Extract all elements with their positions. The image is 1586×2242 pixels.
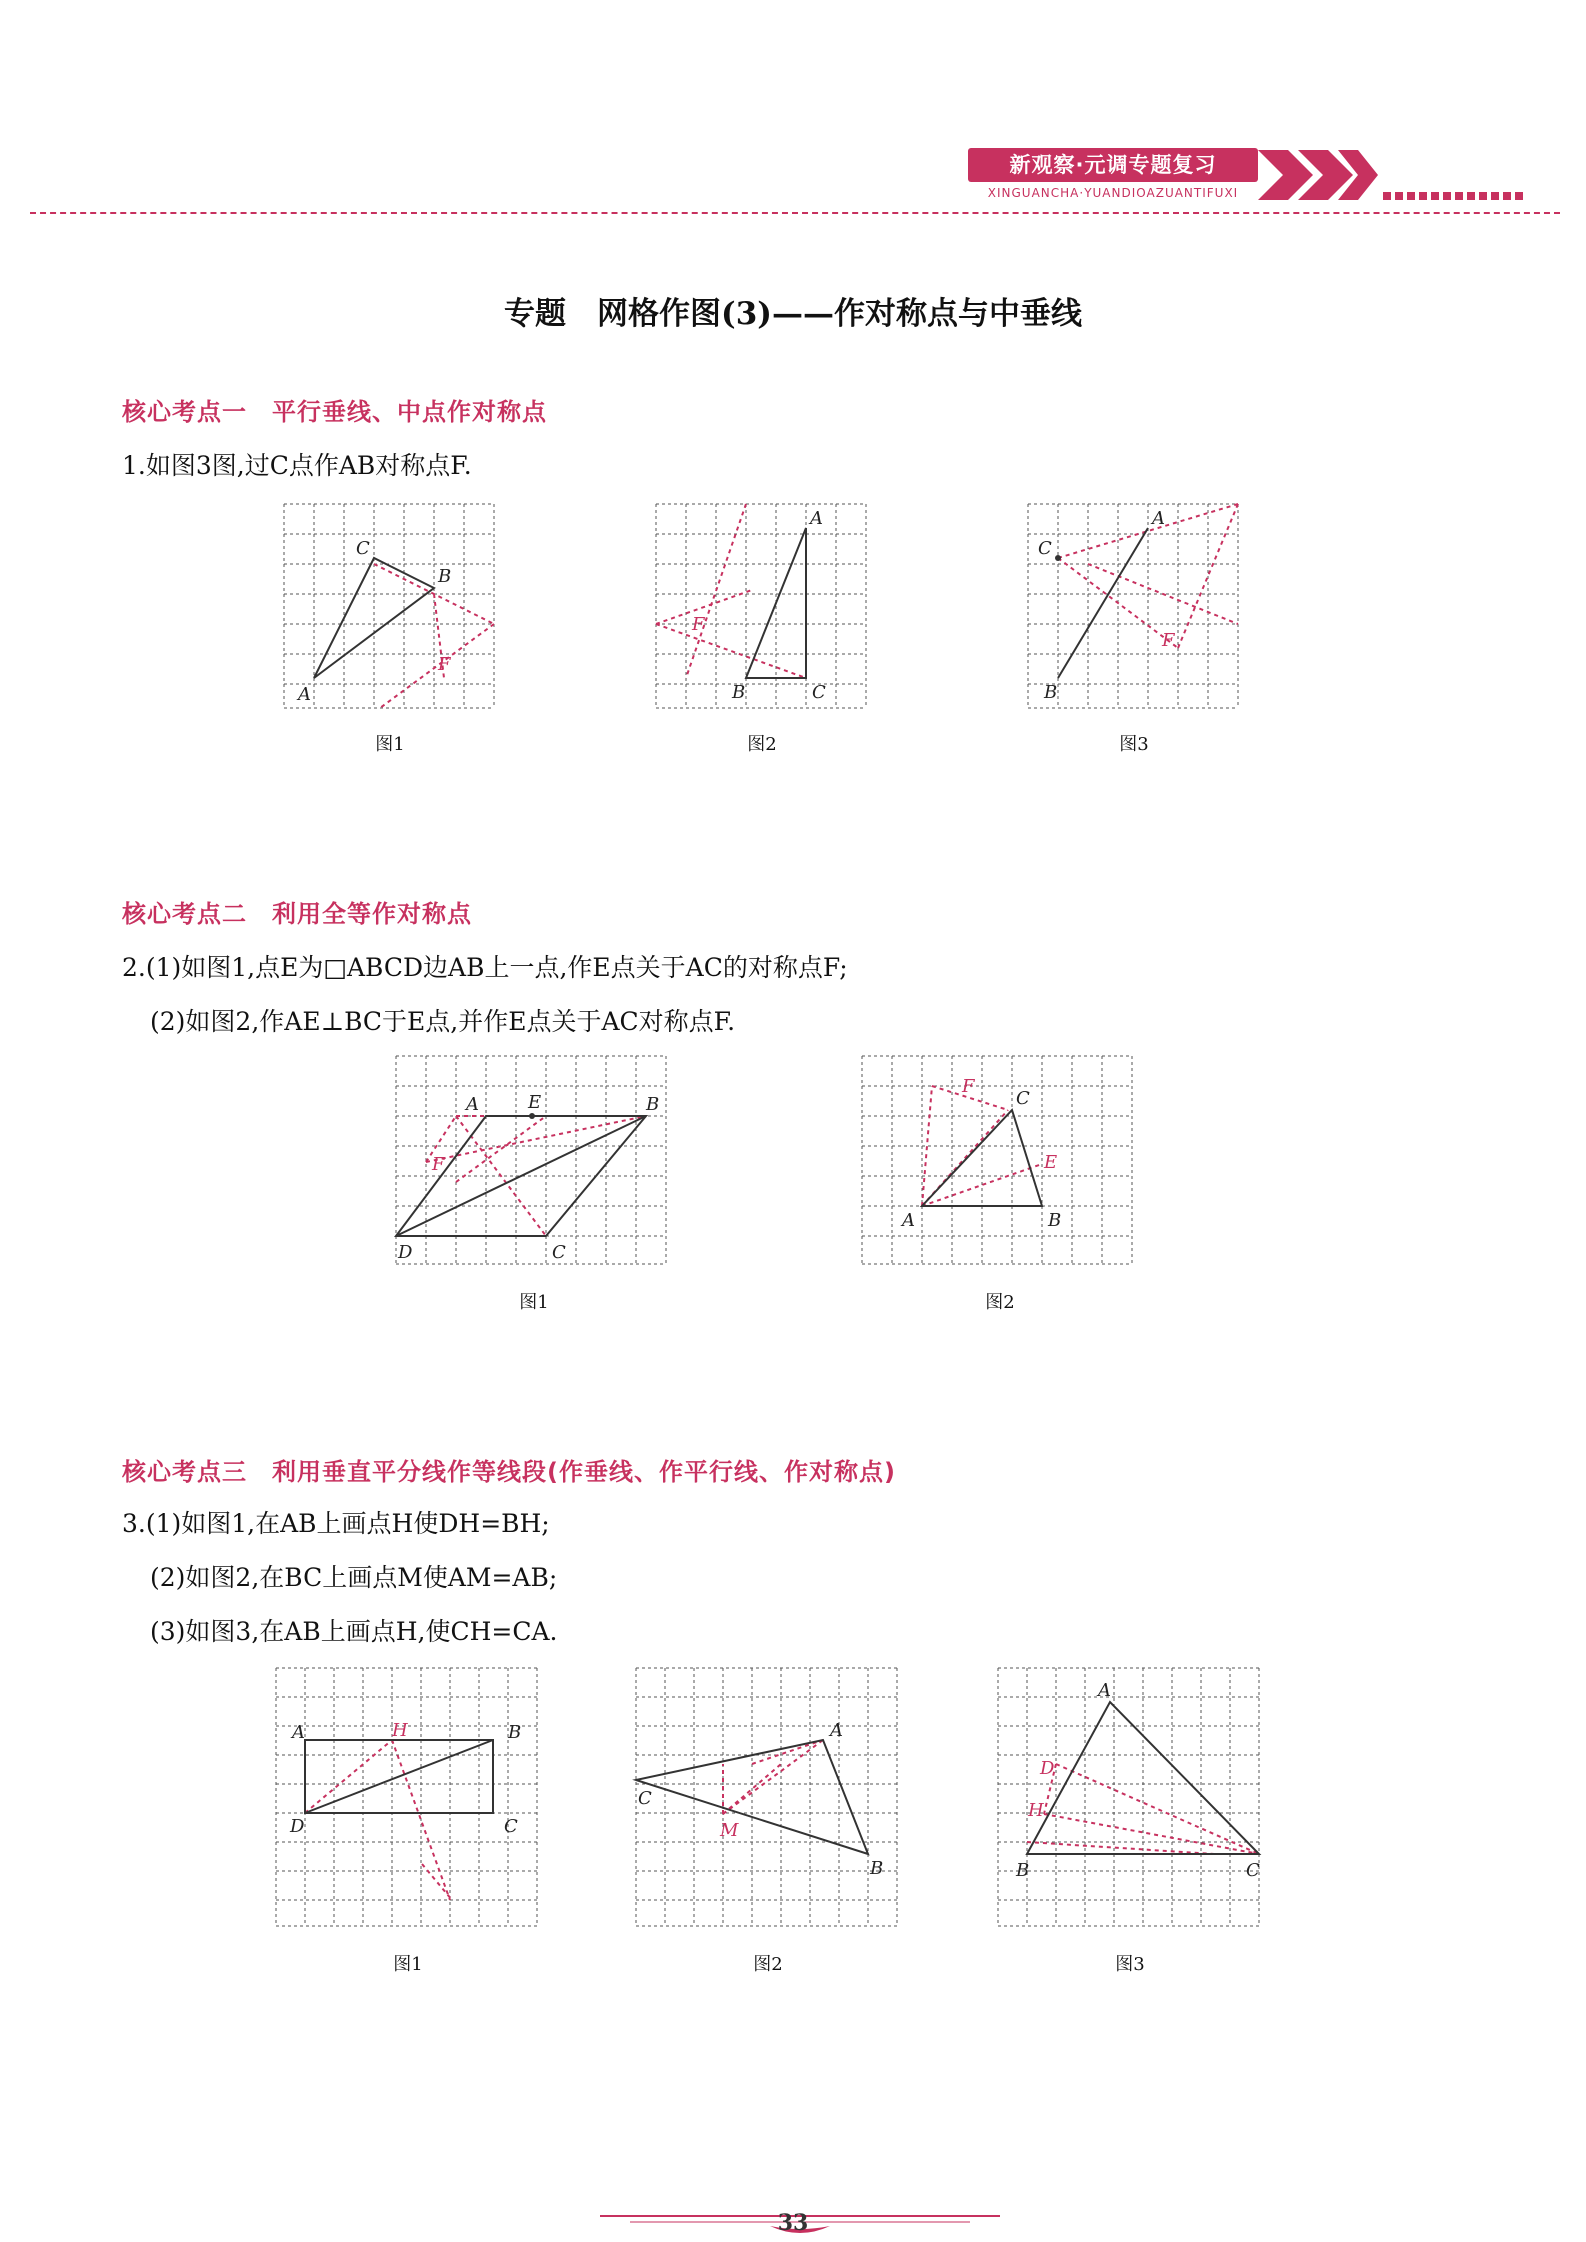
label-H: H — [1028, 1800, 1044, 1821]
label-D: D — [290, 1816, 305, 1837]
label-F: F — [692, 614, 705, 635]
label-A: A — [902, 1210, 915, 1231]
label-A: A — [1098, 1680, 1111, 1701]
label-B: B — [508, 1722, 522, 1743]
section-heading-3: 核心考点三 利用垂直平分线作等线段(作垂线、作平行线、作对称点) — [122, 1458, 896, 1486]
label-M: M — [720, 1820, 739, 1841]
question-3-2: (2)如图2,在BC上画点M使AM=AB; — [150, 1563, 558, 1592]
figure-1-1 — [280, 500, 500, 712]
caption-3-2: 图2 — [753, 1954, 783, 1975]
label-C: C — [1246, 1860, 1260, 1881]
question-3-1: 3.(1)如图1,在AB上画点H使DH=BH; — [122, 1509, 550, 1538]
label-C: C — [1016, 1088, 1030, 1109]
label-B: B — [870, 1858, 884, 1879]
label-C: C — [638, 1788, 652, 1809]
label-B: B — [1048, 1210, 1062, 1231]
figure-2-1 — [392, 1052, 676, 1268]
question-2-2: (2)如图2,作AE⊥BC于E点,并作E点关于AC对称点F. — [150, 1007, 736, 1036]
label-H: H — [392, 1720, 408, 1741]
label-C: C — [552, 1242, 566, 1263]
label-C: C — [1038, 538, 1052, 559]
label-C: C — [812, 682, 826, 703]
caption-1-2: 图2 — [747, 734, 777, 755]
caption-2-1: 图1 — [519, 1292, 549, 1313]
label-F: F — [962, 1076, 975, 1097]
page-title: 专题 网格作图(3)——作对称点与中垂线 — [504, 296, 1082, 332]
question-3-3: (3)如图3,在AB上画点H,使CH=CA. — [150, 1617, 558, 1646]
page-number: 33 — [777, 2210, 809, 2236]
label-C: C — [504, 1816, 518, 1837]
label-C: C — [356, 538, 370, 559]
label-F: F — [438, 654, 451, 675]
label-D: D — [398, 1242, 413, 1263]
figure-1-3 — [1024, 500, 1244, 712]
label-E: E — [528, 1092, 542, 1113]
chevron-decoration-icon — [1258, 140, 1558, 210]
figure-3-2 — [632, 1664, 902, 1930]
label-B: B — [646, 1094, 660, 1115]
label-B: B — [438, 566, 452, 587]
section-heading-2: 核心考点二 利用全等作对称点 — [122, 900, 472, 928]
caption-3-3: 图3 — [1115, 1954, 1145, 1975]
figure-1-2 — [652, 500, 872, 712]
label-B: B — [1016, 1860, 1030, 1881]
caption-3-1: 图1 — [393, 1954, 423, 1975]
label-A: A — [466, 1094, 479, 1115]
caption-2-2: 图2 — [985, 1292, 1015, 1313]
caption-1-3: 图3 — [1119, 734, 1149, 755]
label-D: D — [1040, 1758, 1055, 1779]
figure-2-2 — [858, 1052, 1142, 1268]
section-heading-1: 核心考点一 平行垂线、中点作对称点 — [122, 398, 547, 426]
label-A: A — [298, 684, 311, 705]
question-2-1: 2.(1)如图1,点E为□ABCD边AB上一点,作E点关于AC的对称点F; — [122, 953, 848, 982]
series-pinyin: XINGUANCHA·YUANDIOAZUANTIFUXI — [987, 186, 1239, 200]
label-A: A — [292, 1722, 305, 1743]
label-B: B — [1044, 682, 1058, 703]
question-1: 1.如图3图,过C点作AB对称点F. — [122, 451, 472, 480]
label-F: F — [432, 1154, 445, 1175]
label-F: F — [1162, 630, 1175, 651]
caption-1-1: 图1 — [375, 734, 405, 755]
label-A: A — [830, 1720, 843, 1741]
label-B: B — [732, 682, 746, 703]
label-A: A — [1152, 508, 1165, 529]
header-divider — [30, 212, 1560, 214]
series-banner: 新观察·元调专题复习 — [968, 148, 1258, 182]
label-A: A — [810, 508, 823, 529]
figure-3-1 — [272, 1664, 542, 1930]
figure-3-3 — [994, 1664, 1264, 1930]
label-E: E — [1044, 1152, 1058, 1173]
